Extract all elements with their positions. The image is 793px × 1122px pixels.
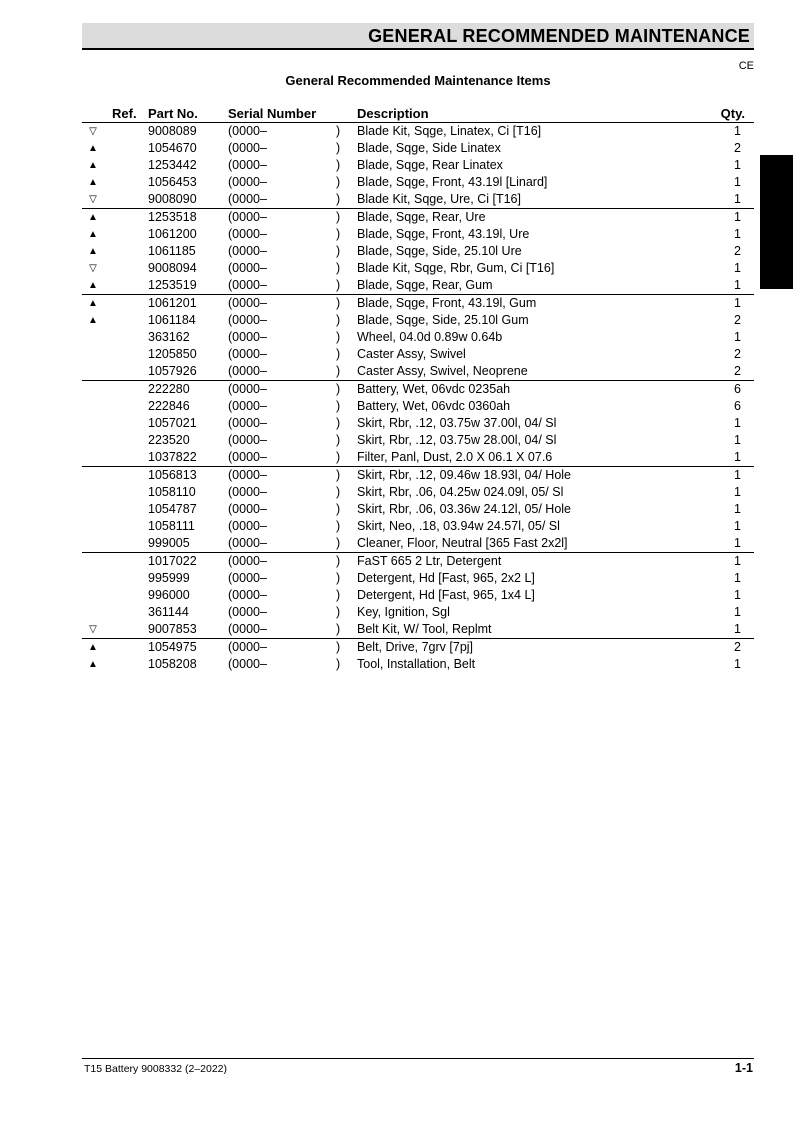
parts-table [82, 105, 754, 673]
part-number: 1253518 [148, 210, 197, 224]
serial-number-close: ) [336, 519, 341, 533]
ref-marker-icon: ▽ [89, 624, 97, 635]
quantity: 1 [734, 192, 741, 206]
quantity: 1 [734, 622, 741, 636]
header-band [82, 23, 754, 50]
serial-number-close: ) [336, 158, 341, 172]
part-number: 1061200 [148, 227, 197, 241]
part-number: 996000 [148, 588, 190, 602]
table-row [82, 277, 754, 294]
serial-number: (0000– [228, 296, 267, 310]
ref-marker-icon: ▽ [89, 263, 97, 274]
description: Skirt, Rbr, .12, 03.75w 28.00l, 04/ Sl [357, 433, 557, 447]
page-number: 1-1 [734, 1061, 753, 1075]
quantity: 2 [734, 313, 741, 327]
part-number: 1056453 [148, 175, 197, 189]
description: Blade, Sqge, Rear, Gum [357, 278, 493, 292]
table-row [82, 449, 754, 466]
table-row [82, 638, 754, 656]
quantity: 1 [734, 571, 741, 585]
serial-number-close: ) [336, 347, 341, 361]
part-number: 1205850 [148, 347, 197, 361]
part-number: 1057926 [148, 364, 197, 378]
serial-number: (0000– [228, 622, 267, 636]
table-row [82, 621, 754, 638]
table-row [82, 123, 754, 140]
part-number: 1253519 [148, 278, 197, 292]
table-row [82, 398, 754, 415]
ref-marker-icon: ▲ [88, 642, 98, 653]
part-number: 1061185 [148, 244, 196, 258]
serial-number-close: ) [336, 330, 341, 344]
part-number: 9008089 [148, 124, 197, 138]
description: Blade, Sqge, Front, 43.19l, Ure [357, 227, 530, 241]
quantity: 1 [734, 416, 741, 430]
table-row [82, 587, 754, 604]
quantity: 1 [734, 296, 741, 310]
serial-number-close: ) [336, 278, 341, 292]
table-row [82, 535, 754, 552]
serial-number-close: ) [336, 554, 341, 568]
serial-number: (0000– [228, 485, 267, 499]
serial-number-close: ) [336, 622, 341, 636]
table-row [82, 363, 754, 380]
quantity: 2 [734, 141, 741, 155]
footer-document-id: T15 Battery 9008332 (2–2022) [84, 1063, 228, 1075]
serial-number-close: ) [336, 192, 341, 206]
table-header [82, 105, 754, 123]
table-row [82, 312, 754, 329]
quantity: 1 [734, 588, 741, 602]
quantity: 1 [734, 433, 741, 447]
description: Belt Kit, W/ Tool, Replmt [357, 622, 492, 636]
table-row [82, 570, 754, 587]
serial-number-close: ) [336, 399, 341, 413]
description: Blade, Sqge, Front, 43.19l [Linard] [357, 175, 548, 189]
ref-marker-icon: ▲ [88, 143, 98, 154]
description: Battery, Wet, 06vdc 0360ah [357, 399, 511, 413]
serial-number: (0000– [228, 330, 267, 344]
quantity: 1 [734, 450, 741, 464]
description: Blade Kit, Sqge, Linatex, Ci [T16] [357, 124, 542, 138]
serial-number-close: ) [336, 210, 341, 224]
ref-marker-icon: ▽ [89, 126, 97, 137]
part-number: 1061184 [148, 313, 196, 327]
description: Skirt, Rbr, .12, 03.75w 37.00l, 04/ Sl [357, 416, 557, 430]
serial-number: (0000– [228, 158, 267, 172]
table-row [82, 140, 754, 157]
quantity: 6 [734, 382, 741, 396]
quantity: 1 [734, 554, 741, 568]
description: Blade Kit, Sqge, Rbr, Gum, Ci [T16] [357, 261, 555, 275]
quantity: 1 [734, 227, 741, 241]
description: Blade, Sqge, Front, 43.19l, Gum [357, 296, 537, 310]
column-header-part-no: Part No. [148, 106, 198, 121]
ref-marker-icon: ▲ [88, 246, 98, 257]
part-number: 9008090 [148, 192, 197, 206]
table-row [82, 501, 754, 518]
quantity: 2 [734, 640, 741, 654]
part-number: 1058208 [148, 657, 197, 671]
serial-number-close: ) [336, 502, 341, 516]
serial-number: (0000– [228, 124, 267, 138]
serial-number: (0000– [228, 657, 267, 671]
quantity: 2 [734, 244, 741, 258]
serial-number: (0000– [228, 227, 267, 241]
part-number: 1056813 [148, 468, 197, 482]
table-row [82, 208, 754, 226]
serial-number: (0000– [228, 382, 267, 396]
description: Blade, Sqge, Side Linatex [357, 141, 501, 155]
quantity: 1 [734, 536, 741, 550]
ref-marker-icon: ▲ [88, 160, 98, 171]
ref-marker-icon: ▲ [88, 212, 98, 223]
table-row [82, 466, 754, 484]
table-row [82, 191, 754, 208]
part-number: 1253442 [148, 158, 197, 172]
part-number: 361144 [148, 605, 189, 619]
part-number: 995999 [148, 571, 190, 585]
description: Blade, Sqge, Side, 25.10l Gum [357, 313, 529, 327]
serial-number-close: ) [336, 227, 341, 241]
part-number: 1037822 [148, 450, 197, 464]
column-header-ref: Ref. [112, 106, 137, 121]
part-number: 1058111 [148, 519, 195, 533]
description: FaST 665 2 Ltr, Detergent [357, 554, 502, 568]
description: Caster Assy, Swivel [357, 347, 466, 361]
quantity: 1 [734, 175, 741, 189]
table-body [82, 123, 754, 673]
description: Battery, Wet, 06vdc 0235ah [357, 382, 511, 396]
column-header-description: Description [357, 106, 429, 121]
serial-number: (0000– [228, 141, 267, 155]
table-row [82, 415, 754, 432]
part-number: 1017022 [148, 554, 197, 568]
quantity: 1 [734, 485, 741, 499]
table-row [82, 260, 754, 277]
ref-marker-icon: ▲ [88, 659, 98, 670]
description: Skirt, Neo, .18, 03.94w 24.57l, 05/ Sl [357, 519, 560, 533]
table-row [82, 604, 754, 621]
description: Key, Ignition, Sgl [357, 605, 450, 619]
description: Blade, Sqge, Rear, Ure [357, 210, 486, 224]
part-number: 999005 [148, 536, 190, 550]
serial-number: (0000– [228, 347, 267, 361]
table-row [82, 174, 754, 191]
region-code: CE [738, 60, 754, 72]
serial-number-close: ) [336, 124, 341, 138]
serial-number-close: ) [336, 313, 341, 327]
serial-number-close: ) [336, 296, 341, 310]
quantity: 1 [734, 261, 741, 275]
quantity: 6 [734, 399, 741, 413]
serial-number-close: ) [336, 244, 341, 258]
part-number: 1054670 [148, 141, 197, 155]
serial-number: (0000– [228, 244, 267, 258]
footer-divider [82, 1058, 754, 1059]
serial-number: (0000– [228, 364, 267, 378]
quantity: 1 [734, 605, 741, 619]
serial-number-close: ) [336, 141, 341, 155]
serial-number-close: ) [336, 416, 341, 430]
table-row [82, 432, 754, 449]
quantity: 1 [734, 210, 741, 224]
serial-number-close: ) [336, 657, 341, 671]
serial-number-close: ) [336, 433, 341, 447]
serial-number: (0000– [228, 313, 267, 327]
serial-number-close: ) [336, 364, 341, 378]
table-row [82, 226, 754, 243]
table-row [82, 518, 754, 535]
serial-number: (0000– [228, 278, 267, 292]
table-row [82, 329, 754, 346]
serial-number: (0000– [228, 519, 267, 533]
serial-number: (0000– [228, 536, 267, 550]
quantity: 1 [734, 124, 741, 138]
serial-number-close: ) [336, 588, 341, 602]
description: Detergent, Hd [Fast, 965, 2x2 L] [357, 571, 535, 585]
description: Blade, Sqge, Rear Linatex [357, 158, 503, 172]
table-row [82, 552, 754, 570]
serial-number-close: ) [336, 450, 341, 464]
description: Skirt, Rbr, .06, 03.36w 24.12l, 05/ Hole [357, 502, 572, 516]
serial-number: (0000– [228, 261, 267, 275]
part-number: 222280 [148, 382, 190, 396]
column-header-serial-number: Serial Number [228, 106, 317, 121]
serial-number: (0000– [228, 450, 267, 464]
table-row [82, 346, 754, 363]
table-row [82, 380, 754, 398]
quantity: 2 [734, 347, 741, 361]
serial-number-close: ) [336, 485, 341, 499]
quantity: 2 [734, 364, 741, 378]
part-number: 1058110 [148, 485, 196, 499]
quantity: 1 [734, 519, 741, 533]
table-row [82, 484, 754, 501]
serial-number: (0000– [228, 640, 267, 654]
serial-number-close: ) [336, 605, 341, 619]
serial-number: (0000– [228, 210, 267, 224]
ref-marker-icon: ▲ [88, 280, 98, 291]
part-number: 1054787 [148, 502, 197, 516]
serial-number: (0000– [228, 468, 267, 482]
description: Skirt, Rbr, .06, 04.25w 024.09l, 05/ Sl [357, 485, 564, 499]
serial-number-close: ) [336, 536, 341, 550]
serial-number-close: ) [336, 468, 341, 482]
quantity: 1 [734, 158, 741, 172]
ref-marker-icon: ▲ [88, 177, 98, 188]
serial-number: (0000– [228, 554, 267, 568]
description: Filter, Panl, Dust, 2.0 X 06.1 X 07.6 [357, 450, 553, 464]
serial-number-close: ) [336, 261, 341, 275]
table-row [82, 157, 754, 174]
part-number: 9007853 [148, 622, 197, 636]
description: Skirt, Rbr, .12, 09.46w 18.93l, 04/ Hole [357, 468, 572, 482]
table-row [82, 656, 754, 673]
page-title: GENERAL RECOMMENDED MAINTENANCE [368, 26, 750, 46]
quantity: 1 [734, 468, 741, 482]
description: Blade, Sqge, Side, 25.10l Ure [357, 244, 522, 258]
serial-number: (0000– [228, 175, 267, 189]
ref-marker-icon: ▲ [88, 315, 98, 326]
part-number: 1057021 [148, 416, 197, 430]
description: Caster Assy, Swivel, Neoprene [357, 364, 528, 378]
serial-number: (0000– [228, 502, 267, 516]
serial-number: (0000– [228, 605, 267, 619]
serial-number-close: ) [336, 175, 341, 189]
description: Detergent, Hd [Fast, 965, 1x4 L] [357, 588, 535, 602]
serial-number: (0000– [228, 571, 267, 585]
serial-number-close: ) [336, 571, 341, 585]
serial-number: (0000– [228, 433, 267, 447]
section-tab-marker [760, 155, 793, 289]
part-number: 363162 [148, 330, 190, 344]
description: Belt, Drive, 7grv [7pj] [357, 640, 474, 654]
description: Cleaner, Floor, Neutral [365 Fast 2x2l] [357, 536, 568, 550]
serial-number: (0000– [228, 416, 267, 430]
serial-number: (0000– [228, 588, 267, 602]
ref-marker-icon: ▲ [88, 298, 98, 309]
serial-number-close: ) [336, 382, 341, 396]
part-number: 1054975 [148, 640, 197, 654]
quantity: 1 [734, 502, 741, 516]
table-row [82, 243, 754, 260]
quantity: 1 [734, 657, 741, 671]
column-header-qty: Qty. [720, 106, 745, 121]
part-number: 223520 [148, 433, 190, 447]
part-number: 9008094 [148, 261, 197, 275]
description: Wheel, 04.0d 0.89w 0.64b [357, 330, 503, 344]
part-number: 222846 [148, 399, 190, 413]
description: Blade Kit, Sqge, Ure, Ci [T16] [357, 192, 521, 206]
quantity: 1 [734, 330, 741, 344]
serial-number: (0000– [228, 192, 267, 206]
description: Tool, Installation, Belt [357, 657, 476, 671]
ref-marker-icon: ▲ [88, 229, 98, 240]
serial-number: (0000– [228, 399, 267, 413]
table-row [82, 294, 754, 312]
ref-marker-icon: ▽ [89, 194, 97, 205]
serial-number-close: ) [336, 640, 341, 654]
quantity: 1 [734, 278, 741, 292]
section-title: General Recommended Maintenance Items [285, 73, 551, 88]
part-number: 1061201 [148, 296, 197, 310]
